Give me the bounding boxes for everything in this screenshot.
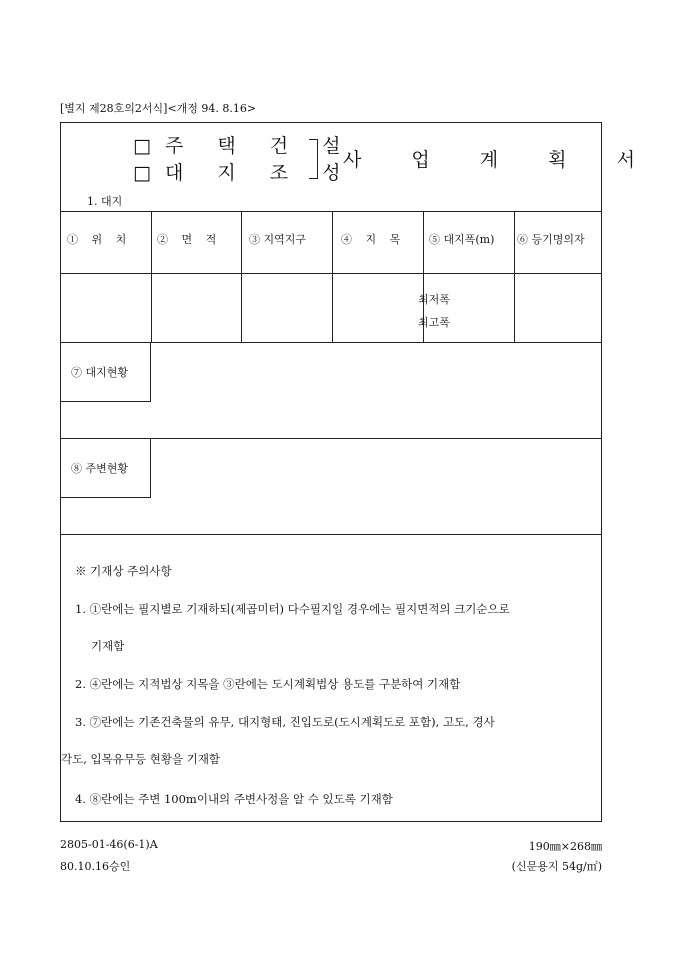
col-land-width: ⑤ 대지폭(m) xyxy=(429,233,495,246)
option-land-development[interactable]: □대 지 조 성 xyxy=(133,162,355,184)
site-status-label-box xyxy=(61,342,151,402)
divider xyxy=(241,211,242,342)
divider xyxy=(61,211,601,212)
page-title: 사 업 계 획 서 xyxy=(343,149,657,171)
form-reference: [별지 제28호의2서식]<개정 94. 8.16> xyxy=(60,102,257,115)
note-item: 2. ④란에는 지적법상 지목을 ③란에는 도시계획법상 용도를 구분하여 기재함 xyxy=(75,677,461,691)
max-width-label: 최고폭 xyxy=(418,316,450,329)
surroundings-label: ⑧ 주변현황 xyxy=(71,462,129,475)
min-width-label: 최저폭 xyxy=(418,293,450,306)
divider xyxy=(61,273,601,274)
col-location: ① 위 치 xyxy=(67,233,132,246)
divider xyxy=(151,211,152,342)
site-status-label: ⑦ 대지현황 xyxy=(71,366,129,379)
col-registered-owner: ⑥ 등기명의자 xyxy=(517,233,585,246)
col-zoning: ③ 지역지구 xyxy=(249,233,307,246)
section-land: 1. 대지 xyxy=(87,195,123,208)
note-item: 4. ⑧란에는 주변 100m이내의 주변사정을 알 수 있도록 기재함 xyxy=(75,792,393,806)
notes-heading: ※ 기재상 주의사항 xyxy=(75,564,172,578)
approval-date: 80.10.16승인 xyxy=(60,860,131,873)
paper-type: (신문용지 54g/㎡) xyxy=(511,860,602,873)
note-item: 각도, 입목유무등 현황을 기재함 xyxy=(61,752,221,766)
note-item: 3. ⑦란에는 기존건축물의 유무, 대지형태, 진입도로(도시계획도로 포함), 고도, 경사 xyxy=(75,715,495,729)
divider xyxy=(332,211,333,342)
note-item: 기재함 xyxy=(91,639,125,653)
note-item: 1. ①란에는 필지별로 기재하되(제곱미터) 다수필지일 경우에는 필지면적의 크기순으로 xyxy=(75,602,510,616)
col-area: ② 면 적 xyxy=(157,233,222,246)
divider xyxy=(514,211,515,342)
col-land-category: ④ 지 목 xyxy=(341,233,406,246)
title-bracket xyxy=(309,139,318,179)
divider xyxy=(61,534,601,535)
business-plan-form xyxy=(60,122,657,822)
option-housing-construction[interactable]: □주 택 건 설 xyxy=(133,135,355,157)
form-code: 2805-01-46(6-1)A xyxy=(60,838,158,851)
surroundings-label-box xyxy=(61,438,151,498)
paper-size: 190㎜×268㎜ xyxy=(528,840,602,853)
